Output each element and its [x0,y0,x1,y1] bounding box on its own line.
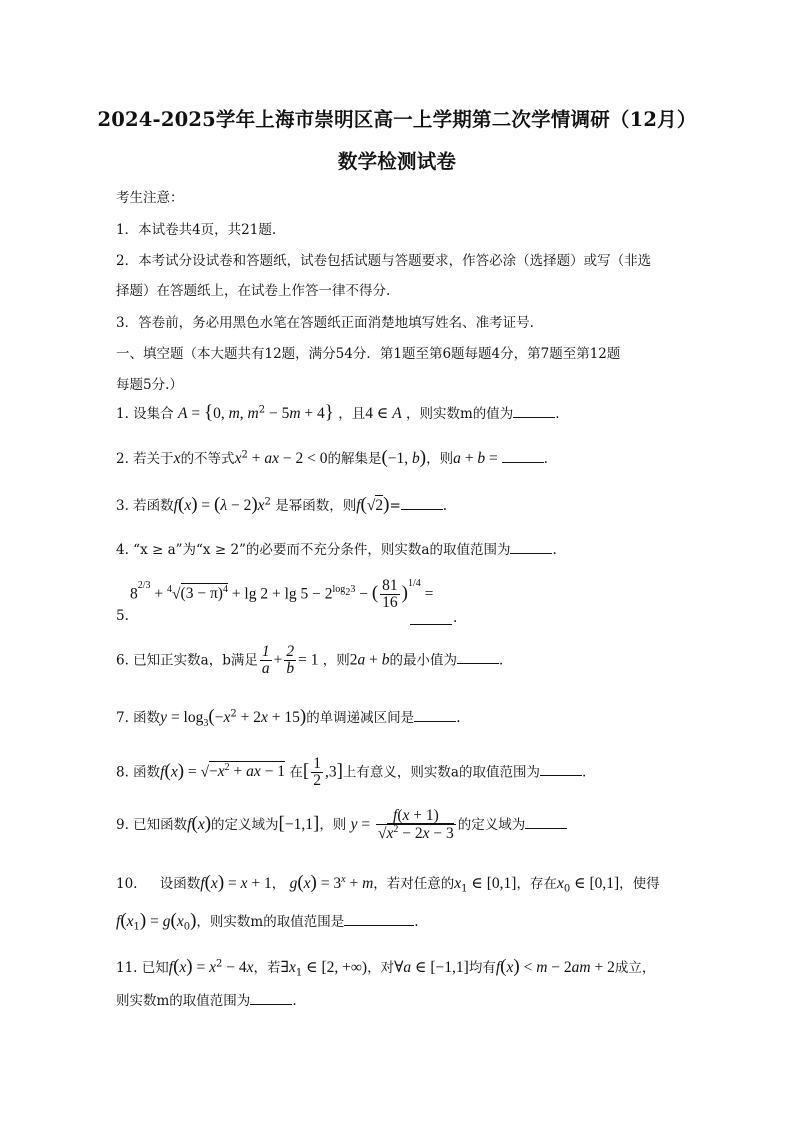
question-10: 10. 设函数f(x) = x + 1， $g(x) = 3^x + m$，若对任意的$x_1$ ∈ [0,1]，存在$x_0$ ∈ [0,1]，使得 [116,872,660,895]
q1-label: 1. 设集合 [116,406,174,422]
question-9: 9. 已知函数f(x)的定义域为[−1,1]，则 y = $\frac{f(x + 1)}{√x^2 - 2x - 3}$ 的定义域为 [116,808,567,843]
q1-set-formula: A [177,405,188,422]
question-10-cont: $f(x_1) = g(x_0)$，则实数m的取值范围是 . [116,910,419,933]
section-heading-1: 一、填空题（本大题共有12题，满分54分．第1题至第6题每题4分，第7题至第12题 [116,346,621,362]
q6-mid: ，则 [322,652,350,669]
q9-answer-blank [525,816,567,829]
q10-answer-blank [344,913,414,926]
q9-tail: 的定义域为 [457,816,526,833]
q9-label: 9. 已知函数 [116,816,188,833]
q8-answer-blank [540,763,582,776]
question-11: 11. 已知$f(x) = x^2 - 4x$，若$\exists x_1$ ∈ [2, +∞)，对∀a ∈ [−1,1]均有f(x) < m − 2am + 2成立， [116,956,656,979]
q10-e: ，使得 [619,876,660,892]
note-1: 1．本试卷共4页，共21题. [116,222,277,238]
note-2a: 2．本考试分设试卷和答题纸，试卷包括试题与答题要求，作答必涂（选择题）或写（非选 [116,253,652,269]
note-2b: 择题）在答题纸上，在试卷上作答一律不得分. [116,283,391,299]
q10-b: ， [271,876,286,892]
q3-mid: 是幂函数，则 [275,498,357,514]
q6-answer-blank [457,651,499,664]
q6-label: 6. 已知正实数a，b满足 [116,652,258,669]
q10-d: ，存在 [516,876,557,892]
q8-mid: 在 [289,764,303,781]
question-1: 1. 设集合 A = {0, m, $m^2 - 5m + 4$} ，且4 ∈ A ，则实数m的值为 . [116,402,560,423]
q10-f: ，则实数m的取值范围是 [196,914,345,930]
question-7: 7. 函数$y = \log_3(-x^2 + 2x + 15)$的单调递减区间是 . [116,706,461,730]
question-6: 6. 已知正实数a，b满足 $\frac{1}{a}$ + $\frac{2}{b}$ = 1 ，则2a + b的最小值为 . [116,643,504,678]
q1-answer-blank [513,405,555,418]
q2-mid1: 的不等式 [180,451,235,467]
q2-label: 2. 若关于 [116,451,174,467]
q1-tail: ，则实数m的值为 [405,406,514,422]
q11-a: ，若 [253,960,281,976]
q8-tail: 上有意义，则实数a的取值范围为 [342,764,540,781]
q8-label: 8. 函数 [116,764,161,781]
question-8: 8. 函数$f(x) = √-x^2$ + ax − 1 在[ $\frac{1}{2}$ ,3]上有意义，则实数a的取值范围为 . [116,755,587,790]
note-3: 3．答卷前，务必用黑色水笔在答题纸正面消楚地填写姓名、准考证号. [116,315,534,331]
q5-label: 5. [116,608,129,624]
q11-b: ，对 [367,960,395,976]
question-2: 2. 若关于x的不等式$x^2$ + ax − 2 < 0的解集是(−1, b)，则a + b = . [116,447,548,468]
q4-answer-blank [510,541,552,554]
exam-title-line2: 数学检测试卷 [337,150,457,173]
q2-mid2: 的解集是 [327,451,382,467]
q11-answer-blank [250,992,292,1005]
q10-a: 设函数 [159,876,201,892]
q2-mid3: ，则 [426,451,454,467]
notes-heading: 考生注意： [116,190,184,206]
q3-answer-blank [401,497,443,510]
q7-tail: 的单调递减区间是 [306,710,415,726]
q3-tail: = [389,498,401,514]
section-heading-2: 每题5分.） [116,377,183,393]
q11-label: 11. 已知 [116,960,169,976]
q7-label: 7. 函数 [116,710,161,726]
q10-label: 10. [116,876,138,892]
question-3: 3. 若函数$f(x) = (\lambda - 2)x^2$ 是幂函数，则f(√2)= . [116,494,448,515]
q5-answer-blank [410,612,452,625]
q11-e: 则实数m的取值范围为 [116,993,251,1009]
q6-tail: 的最小值为 [389,652,458,669]
q7-answer-blank [414,709,456,722]
exam-title-line1: 2024-2025学年上海市崇明区高一上学期第二次学情调研（12月） [97,108,697,131]
q5-expression: $8^{2/3} + ^4√(3 - \pi)^4 + \lg 2 + \lg 5 - 2^{log_23}$ − ( $\frac{81}{16}$ )$^{1/4}$ = [130,577,434,612]
q10-c: ，若对任意的 [373,876,455,892]
q2-answer-blank [502,450,544,463]
q9-mid2: ，则 [319,816,347,833]
q11-c: 均有 [468,960,496,976]
question-4: 4. “x ≥ a”为“x ≥ 2”的必要而不充分条件，则实数a的取值范围为 . [116,542,557,558]
q1-mid: ，且 [338,406,366,422]
q4-text: 4. “x ≥ a”为“x ≥ 2”的必要而不充分条件，则实数a的取值范围为 [116,542,511,558]
q3-label: 3. 若函数 [116,498,174,514]
q9-mid1: 的定义域为 [211,816,279,833]
question-11-cont: 则实数m的取值范围为 . [116,993,297,1009]
q11-d: 成立， [614,960,656,976]
exam-page: 2024-2025学年上海市崇明区高一上学期第二次学情调研（12月） 数学检测试卷 考生注意： 1．本试卷共4页，共21题. 2．本考试分设试卷和答题纸，试卷包括试题与答题要求，作答必涂（选择题）或写（非选 择题）在答题纸上，在试卷上作答一律不得分. 3．答卷前，务必用黑色水笔在答题纸正面消楚地填写姓名、准考证号. 一、填空题（本大题共有12题，满分54分．第1题至第6题每题4分，第7题至第12题 每题5分.） 1. 设集合 A = {0, m, $m^2 - 5m + 4$} ，且4 ∈ A ，则实数m的值为 . 2. 若关于x的不等式$x^2$ + ax − 2 < 0的解集是(−1, b)，则a + b = . 3. 若函数$f(x) = (\lambda - 2)x^2$ 是幂函数，则f(√2)= . 4. “x ≥ a”为“x ≥ 2”的必要而不充分条件，则实数a的取值范围为 . 5. $8^{2/3} + ^4√(3 - \pi)^4 + \lg 2 + \lg 5 - 2^{log_23}$ − ( $\frac{81}{16}$ )$^{1/4}$ = . 6. 已知正实数a，b满足 $\frac{1}{a}$ + $\frac{2}{b}$ = 1 ，则2a + b的最小值为 . 7. 函数$y = \log_3(-x^2 + 2x + 15)$的单调递减区间是 . 8. 函数$f(x) = √-x^2$ + ax − 1 在[ $\frac{1}{2}$ ,3]上有意义，则实数a的取值范围为 . 9. 已知函数f(x)的定义域为[−1,1]，则 y = $\frac{f(x + 1)}{√x^2 - 2x - 3}$ 的定义域为 10. 设函数f(x) = x + 1， $g(x) = 3^x + m$，若对任意的$x_1$ ∈ [0,1]，存在$x_0$ ∈ [0,1]，使得 $f(x_1) = g(x_0)$，则实数m的取值范围是 . 11. 已知$f(x) = x^2 - 4x$，若$\exists x_1$ ∈ [2, +∞)，对∀a ∈ [−1,1]均有f(x) < m − 2am + 2成立， 则实数m的取值范围为 . [0,0,794,1122]
